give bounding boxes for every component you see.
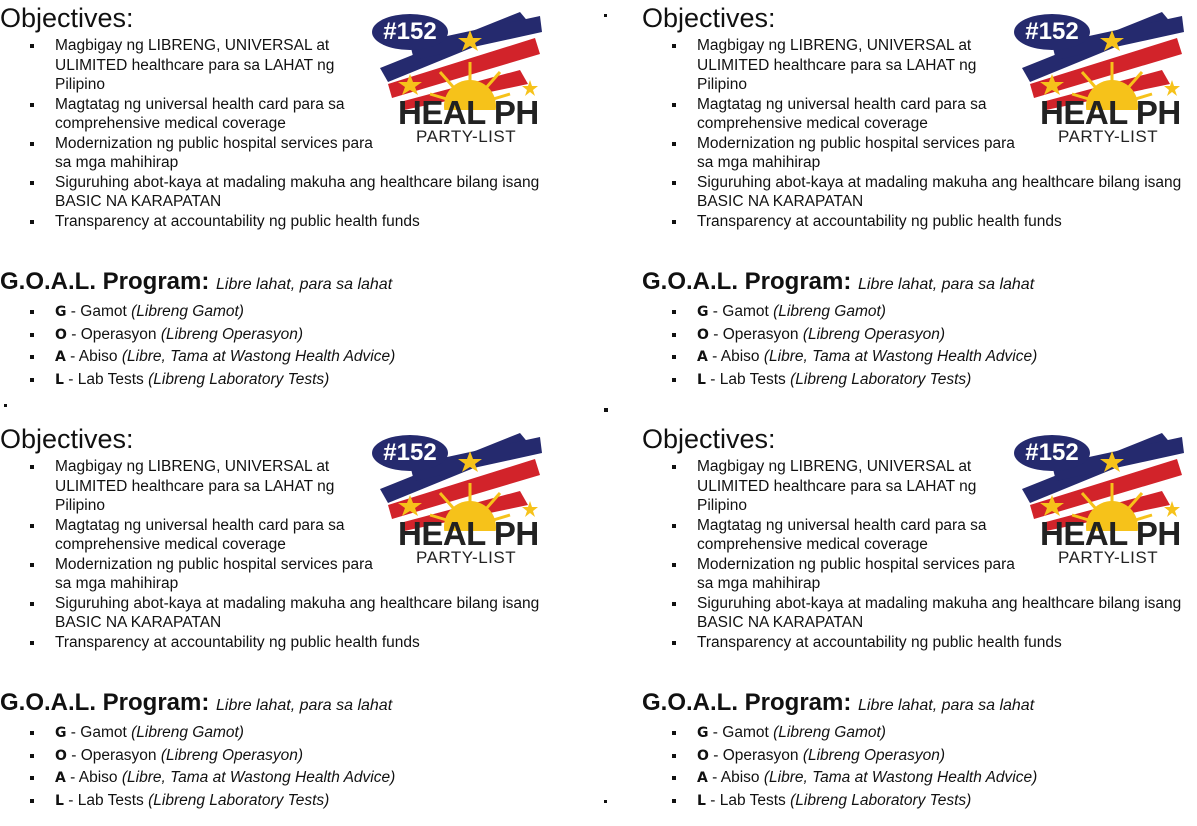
goal-separator: - bbox=[66, 746, 81, 764]
goal-separator: - bbox=[708, 724, 723, 741]
goal-letter: O bbox=[55, 747, 67, 764]
goal-item-l bbox=[28, 369, 548, 392]
goal-word: Abiso bbox=[78, 769, 118, 786]
objective-item: Magtatag ng universal health card para sa comprehensive medical coverage bbox=[670, 95, 1017, 134]
logo-brand-name: HEAL PH bbox=[398, 515, 539, 552]
goal-letter: G bbox=[55, 304, 67, 320]
objective-item: Magbigay ng LIBRENG, UNIVERSAL at ULIMITED healthcare para sa LAHAT ng Pilipino bbox=[670, 457, 1017, 516]
objective-item: Magbigay ng LIBRENG, UNIVERSAL at ULIMITED healthcare para sa LAHAT ng Pilipino bbox=[28, 36, 375, 95]
objective-item: Modernization ng public hospital services para sa mga mahihirap bbox=[28, 134, 375, 173]
goal-word: Gamot bbox=[722, 303, 769, 320]
goal-item-a bbox=[670, 346, 1190, 369]
goal-letter: L bbox=[55, 371, 64, 388]
list-number-badge: #152 bbox=[372, 14, 448, 50]
goal-letter: O bbox=[697, 747, 709, 764]
goal-letter: G bbox=[697, 304, 709, 320]
goal-note: (Libreng Gamot) bbox=[131, 303, 244, 320]
goal-word: Abiso bbox=[720, 769, 760, 786]
logo-subtitle: PARTY-LIST bbox=[416, 127, 517, 146]
goal-note: (Libreng Operasyon) bbox=[160, 746, 303, 764]
goal-list bbox=[28, 722, 548, 812]
flyer-card-top-right bbox=[642, 0, 1197, 405]
logo-brand-name: HEAL PH bbox=[1040, 515, 1181, 552]
goal-item-g bbox=[670, 722, 1190, 745]
objective-item: Magtatag ng universal health card para sa comprehensive medical coverage bbox=[28, 95, 375, 134]
goal-item-g bbox=[670, 301, 1190, 324]
goal-item-l bbox=[670, 369, 1190, 392]
list-number-badge: #152 bbox=[1014, 14, 1090, 50]
goal-note: (Libreng Operasyon) bbox=[802, 325, 945, 343]
goal-note: (Libreng Operasyon) bbox=[802, 746, 945, 764]
goal-letter: L bbox=[55, 792, 64, 809]
goal-separator: - bbox=[66, 303, 81, 320]
goal-item-a bbox=[28, 346, 548, 369]
goal-item-g bbox=[28, 722, 548, 745]
objective-item: Siguruhing abot-kaya at madaling makuha ang healthcare bilang isang BASIC NA KARAPATAN bbox=[28, 594, 568, 633]
stray-dot bbox=[604, 14, 607, 17]
goal-note: (Libre, Tama at Wastong Health Advice) bbox=[121, 348, 396, 365]
goal-word: Operasyon bbox=[722, 746, 799, 764]
goal-separator: - bbox=[65, 769, 79, 786]
goal-separator: - bbox=[708, 746, 723, 764]
goal-program-heading bbox=[642, 267, 1034, 300]
goal-letter: A bbox=[697, 349, 708, 365]
goal-letter: G bbox=[697, 725, 709, 741]
goal-item-o bbox=[670, 324, 1190, 347]
flyer-card-top-left bbox=[0, 0, 590, 405]
list-number-badge: #152 bbox=[372, 435, 448, 471]
goal-word: Operasyon bbox=[80, 746, 157, 764]
goal-word: Lab Tests bbox=[77, 370, 144, 388]
goal-item-a bbox=[28, 767, 548, 790]
goal-separator: - bbox=[707, 769, 721, 786]
flyer-card-bottom-right bbox=[642, 421, 1197, 826]
goal-item-o bbox=[670, 745, 1190, 768]
objective-item: Transparency at accountability ng public health funds bbox=[670, 212, 1197, 232]
goal-letter: A bbox=[697, 770, 708, 786]
heal-ph-logo bbox=[1012, 431, 1192, 571]
goal-note: (Libre, Tama at Wastong Health Advice) bbox=[121, 769, 396, 786]
logo-subtitle: PARTY-LIST bbox=[416, 548, 517, 567]
goal-word: Lab Tests bbox=[719, 791, 786, 809]
goal-word: Operasyon bbox=[722, 325, 799, 343]
objective-item: Transparency at accountability ng public health funds bbox=[28, 633, 568, 653]
goal-program-heading bbox=[0, 688, 392, 721]
goal-separator: - bbox=[65, 348, 79, 365]
goal-item-a bbox=[670, 767, 1190, 790]
goal-letter: O bbox=[697, 326, 709, 343]
goal-separator: - bbox=[708, 303, 723, 320]
objective-item: Transparency at accountability ng public health funds bbox=[28, 212, 568, 232]
logo-brand-name: HEAL PH bbox=[398, 94, 539, 131]
heal-ph-logo bbox=[370, 10, 550, 150]
goal-note: (Libreng Laboratory Tests) bbox=[790, 370, 972, 388]
objective-item: Modernization ng public hospital services para sa mga mahihirap bbox=[28, 555, 375, 594]
goal-note: (Libre, Tama at Wastong Health Advice) bbox=[763, 769, 1038, 786]
heal-ph-logo bbox=[1012, 10, 1192, 150]
objective-item: Magtatag ng universal health card para sa comprehensive medical coverage bbox=[670, 516, 1017, 555]
goal-program-title: G.O.A.L. Program: bbox=[0, 268, 210, 295]
goal-item-l bbox=[28, 790, 548, 813]
objectives-heading: Objectives: bbox=[0, 3, 134, 33]
objective-item: Transparency at accountability ng public health funds bbox=[670, 633, 1197, 653]
goal-separator: - bbox=[705, 370, 720, 388]
logo-subtitle: PARTY-LIST bbox=[1058, 548, 1159, 567]
goal-item-g bbox=[28, 301, 548, 324]
goal-program-heading bbox=[0, 267, 392, 300]
goal-separator: - bbox=[66, 724, 81, 741]
objective-item: Modernization ng public hospital services para sa mga mahihirap bbox=[670, 555, 1017, 594]
goal-word: Gamot bbox=[80, 724, 127, 741]
goal-program-tagline: Libre lahat, para sa lahat bbox=[858, 276, 1035, 293]
goal-note: (Libre, Tama at Wastong Health Advice) bbox=[763, 348, 1038, 365]
stray-dot bbox=[604, 800, 607, 803]
goal-program-tagline: Libre lahat, para sa lahat bbox=[858, 697, 1035, 714]
goal-list bbox=[670, 722, 1190, 812]
logo-brand-name: HEAL PH bbox=[1040, 94, 1181, 131]
goal-list bbox=[670, 301, 1190, 391]
goal-item-o bbox=[28, 324, 548, 347]
goal-note: (Libreng Laboratory Tests) bbox=[148, 791, 330, 809]
goal-word: Gamot bbox=[722, 724, 769, 741]
goal-separator: - bbox=[707, 348, 721, 365]
objective-item: Modernization ng public hospital services para sa mga mahihirap bbox=[670, 134, 1017, 173]
list-number-badge: #152 bbox=[1014, 435, 1090, 471]
goal-word: Lab Tests bbox=[719, 370, 786, 388]
goal-note: (Libreng Gamot) bbox=[131, 724, 244, 741]
goal-letter: O bbox=[55, 326, 67, 343]
goal-letter: L bbox=[697, 792, 706, 809]
logo-subtitle: PARTY-LIST bbox=[1058, 127, 1159, 146]
goal-note: (Libreng Gamot) bbox=[773, 303, 886, 320]
objective-item: Siguruhing abot-kaya at madaling makuha ang healthcare bilang isang BASIC NA KARAPATAN bbox=[670, 594, 1197, 633]
objectives-heading: Objectives: bbox=[0, 424, 134, 454]
objectives-heading: Objectives: bbox=[642, 424, 776, 454]
objective-item: Magtatag ng universal health card para sa comprehensive medical coverage bbox=[28, 516, 375, 555]
goal-program-tagline: Libre lahat, para sa lahat bbox=[216, 697, 393, 714]
goal-separator: - bbox=[63, 791, 78, 809]
goal-note: (Libreng Operasyon) bbox=[160, 325, 303, 343]
goal-word: Abiso bbox=[720, 348, 760, 365]
flyer-card-bottom-left bbox=[0, 421, 590, 826]
objective-item: Siguruhing abot-kaya at madaling makuha ang healthcare bilang isang BASIC NA KARAPATAN bbox=[28, 173, 568, 212]
goal-word: Operasyon bbox=[80, 325, 157, 343]
goal-letter: A bbox=[55, 349, 66, 365]
goal-list bbox=[28, 301, 548, 391]
goal-program-title: G.O.A.L. Program: bbox=[0, 689, 210, 716]
goal-note: (Libreng Gamot) bbox=[773, 724, 886, 741]
goal-letter: A bbox=[55, 770, 66, 786]
objective-item: Magbigay ng LIBRENG, UNIVERSAL at ULIMITED healthcare para sa LAHAT ng Pilipino bbox=[670, 36, 1017, 95]
goal-program-title: G.O.A.L. Program: bbox=[642, 268, 852, 295]
goal-letter: L bbox=[697, 371, 706, 388]
goal-program-heading bbox=[642, 688, 1034, 721]
objective-item: Siguruhing abot-kaya at madaling makuha ang healthcare bilang isang BASIC NA KARAPATAN bbox=[670, 173, 1197, 212]
objective-item: Magbigay ng LIBRENG, UNIVERSAL at ULIMITED healthcare para sa LAHAT ng Pilipino bbox=[28, 457, 375, 516]
goal-program-title: G.O.A.L. Program: bbox=[642, 689, 852, 716]
stray-dot bbox=[4, 404, 7, 407]
goal-letter: G bbox=[55, 725, 67, 741]
goal-word: Lab Tests bbox=[77, 791, 144, 809]
goal-word: Abiso bbox=[78, 348, 118, 365]
goal-separator: - bbox=[66, 325, 81, 343]
stray-dot bbox=[604, 408, 608, 412]
objectives-heading: Objectives: bbox=[642, 3, 776, 33]
goal-item-l bbox=[670, 790, 1190, 813]
goal-program-tagline: Libre lahat, para sa lahat bbox=[216, 276, 393, 293]
goal-note: (Libreng Laboratory Tests) bbox=[148, 370, 330, 388]
heal-ph-logo bbox=[370, 431, 550, 571]
goal-note: (Libreng Laboratory Tests) bbox=[790, 791, 972, 809]
goal-word: Gamot bbox=[80, 303, 127, 320]
goal-separator: - bbox=[708, 325, 723, 343]
goal-separator: - bbox=[63, 370, 78, 388]
goal-item-o bbox=[28, 745, 548, 768]
goal-separator: - bbox=[705, 791, 720, 809]
